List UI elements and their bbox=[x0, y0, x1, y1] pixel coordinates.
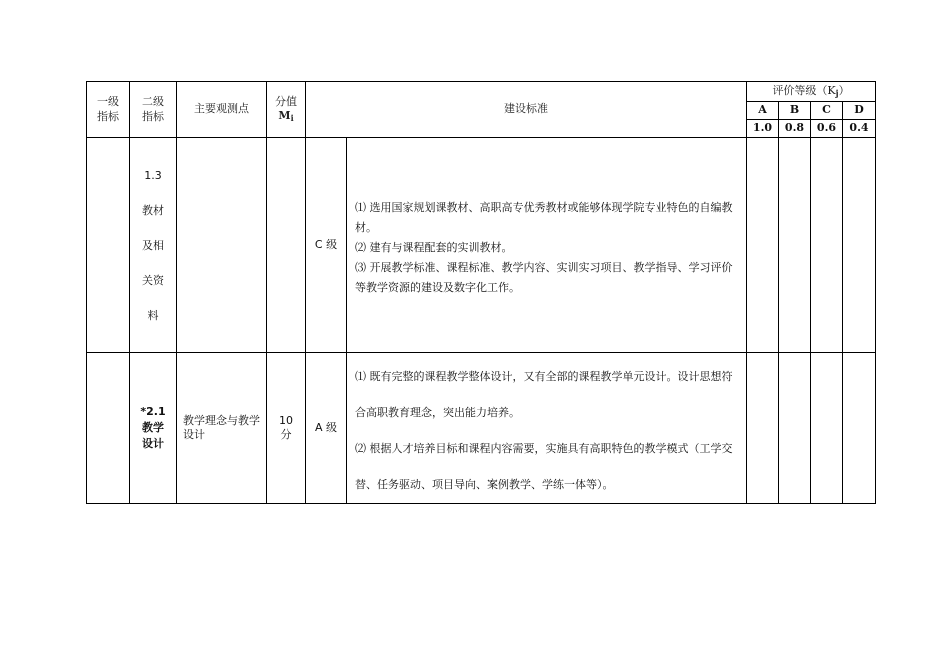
header-observation: 主要观测点 bbox=[177, 82, 267, 138]
level1-cell bbox=[87, 353, 130, 504]
header-level1: 一级 指标 bbox=[87, 82, 130, 138]
weight-a: 1.0 bbox=[747, 120, 779, 138]
score-cell: 10 分 bbox=[267, 353, 306, 504]
grade-cell-b bbox=[779, 353, 811, 504]
table-row bbox=[87, 353, 876, 504]
weight-c: 0.6 bbox=[811, 120, 843, 138]
header-standard: 建设标准 bbox=[306, 82, 747, 138]
standard-item: ⑴ 既有完整的课程教学整体设计，又有全部的课程教学单元设计。设计思想符合高职教育理念，突出能力培养。 bbox=[355, 370, 733, 419]
level2-cell: 1.3 教材 及相 关资 料 bbox=[130, 138, 177, 353]
grade-cell-d bbox=[843, 138, 876, 353]
grade-cell-d bbox=[843, 353, 876, 504]
grade-cell-b bbox=[779, 138, 811, 353]
header-score: 分值 $M_i$ bbox=[267, 82, 306, 138]
grade-cell-a bbox=[747, 138, 779, 353]
grade-d: D bbox=[843, 102, 876, 120]
header-grade-title: 评价等级$(K_j)$ bbox=[747, 82, 876, 102]
level2-cell: *2.1 教学 设计 bbox=[130, 353, 177, 504]
grade-a: A bbox=[747, 102, 779, 120]
grade-b: B bbox=[779, 102, 811, 120]
level1-cell bbox=[87, 138, 130, 353]
weight-d: 0.4 bbox=[843, 120, 876, 138]
header-level2: 二级 指标 bbox=[130, 82, 177, 138]
observation-cell bbox=[177, 138, 267, 353]
grade-cell-a bbox=[747, 353, 779, 504]
standard-item: ⑵ 建有与课程配套的实训教材。 bbox=[355, 241, 513, 254]
standard-item: ⑵ 根据人才培养目标和课程内容需要，实施具有高职特色的教学模式（工学交替、任务驱动、项目导向、案例教学、学练一体等）。 bbox=[355, 442, 733, 491]
table-row bbox=[87, 138, 876, 353]
grade-cell-c bbox=[811, 353, 843, 504]
grade-cell-c bbox=[811, 138, 843, 353]
grade-c: C bbox=[811, 102, 843, 120]
standard-item: ⑶ 开展教学标准、课程标准、教学内容、实训实习项目、教学指导、学习评价等教学资源的建设及数字化工作。 bbox=[355, 261, 733, 294]
evaluation-table bbox=[86, 81, 876, 504]
standard-item: ⑴ 选用国家规划课教材、高职高专优秀教材或能够体现学院专业特色的自编教材。 bbox=[355, 201, 733, 234]
level-cell: A 级 bbox=[306, 353, 347, 504]
standard-cell bbox=[347, 353, 747, 504]
weight-b: 0.8 bbox=[779, 120, 811, 138]
level-cell: C 级 bbox=[306, 138, 347, 353]
score-cell bbox=[267, 138, 306, 353]
observation-cell: 教学理念与教学设计 bbox=[177, 353, 267, 504]
standard-cell bbox=[347, 138, 747, 353]
